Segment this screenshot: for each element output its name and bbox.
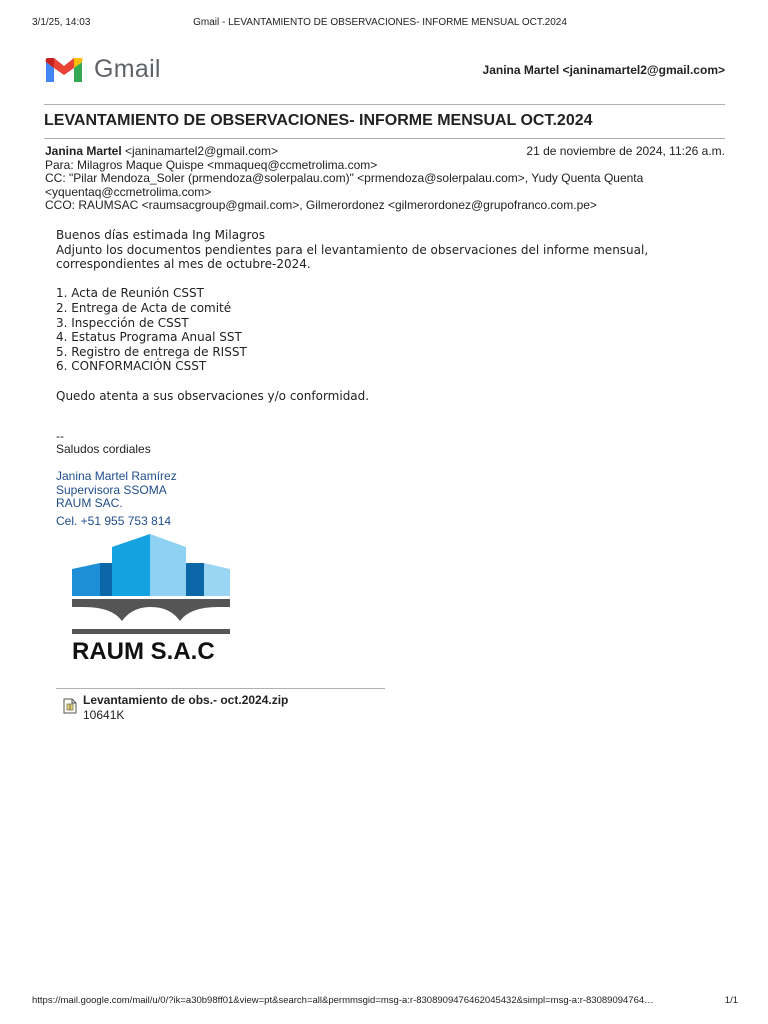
- signature-role: Supervisora SSOMA: [56, 483, 167, 497]
- closing-line: Quedo atenta a sus observaciones y/o conformidad.: [56, 388, 370, 403]
- list-item: 6. CONFORMACIÓN CSST: [56, 359, 207, 374]
- gmail-logo-icon: [44, 56, 84, 84]
- intro-line-1: Adjunto los documentos pendientes para el levantamiento de observaciones del informe mensual,: [56, 242, 649, 257]
- sender-line: [45, 145, 725, 159]
- to-line: Para: Milagros Maque Quispe <mmaqueq@ccmetrolima.com>: [45, 157, 378, 172]
- cc-line-2: <yquentaq@ccmetrolima.com>: [45, 184, 212, 199]
- cc-line-1: CC: "Pilar Mendoza_Soler (prmendoza@solerpalau.com)" <prmendoza@solerpalau.com>, Yudy Quenta Quenta: [45, 171, 644, 185]
- list-item: 3. Inspección de CSST: [56, 315, 189, 330]
- list-item: 5. Registro de entrega de RISST: [56, 344, 247, 359]
- account-label: Janina Martel <janinamartel2@gmail.com>: [482, 63, 725, 77]
- raum-logo-text: RAUM S.A.C: [72, 638, 215, 663]
- print-datetime: 3/1/25, 14:03: [32, 17, 91, 28]
- greeting: Buenos días estimada Ing Milagros: [56, 228, 265, 242]
- sender-name: Janina Martel: [45, 144, 122, 158]
- attachment-size: 10641K: [83, 708, 125, 722]
- print-title: Gmail - LEVANTAMIENTO DE OBSERVACIONES- INFORME MENSUAL OCT.2024: [193, 17, 567, 28]
- email-subject: LEVANTAMIENTO DE OBSERVACIONES- INFORME MENSUAL OCT.2024: [44, 112, 593, 129]
- list-item: 2. Entrega de Acta de comité: [56, 300, 232, 315]
- email-body: [56, 228, 716, 403]
- intro-line-2: correspondientes al mes de octubre-2024.: [56, 257, 311, 272]
- print-url: https://mail.google.com/mail/u/0/?ik=a30b98ff01&view=pt&search=all&permmsgid=msg-a:r-8308909476462045432&simpl=msg-a:r-83089094764…: [32, 995, 654, 1006]
- sender-email: <janinamartel2@gmail.com>: [125, 144, 278, 158]
- raum-logo: [72, 533, 232, 663]
- signature-salute: Saludos cordiales: [56, 442, 151, 456]
- subject-divider: [44, 138, 725, 139]
- signature-company: RAUM SAC.: [56, 496, 123, 510]
- gmail-wordmark: Gmail: [94, 55, 161, 83]
- signature-name: Janina Martel Ramírez: [56, 469, 177, 483]
- header-divider: [44, 104, 725, 105]
- zip-file-icon[interactable]: [63, 698, 77, 714]
- signature-phone: Cel. +51 955 753 814: [56, 514, 172, 528]
- page-number: 1/1: [724, 995, 738, 1006]
- signature-separator: --: [56, 429, 64, 443]
- list-item: 4. Estatus Programa Anual SST: [56, 330, 242, 345]
- attachment-divider: [56, 688, 385, 689]
- attachment-name[interactable]: Levantamiento de obs.- oct.2024.zip: [83, 693, 289, 707]
- message-date: 21 de noviembre de 2024, 11:26 a.m.: [526, 144, 725, 158]
- list-item: 1. Acta de Reunión CSST: [56, 286, 204, 301]
- bcc-line: CCO: RAUMSAC <raumsacgroup@gmail.com>, Gilmerordonez <gilmerordonez@grupofranco.com.pe>: [45, 198, 597, 212]
